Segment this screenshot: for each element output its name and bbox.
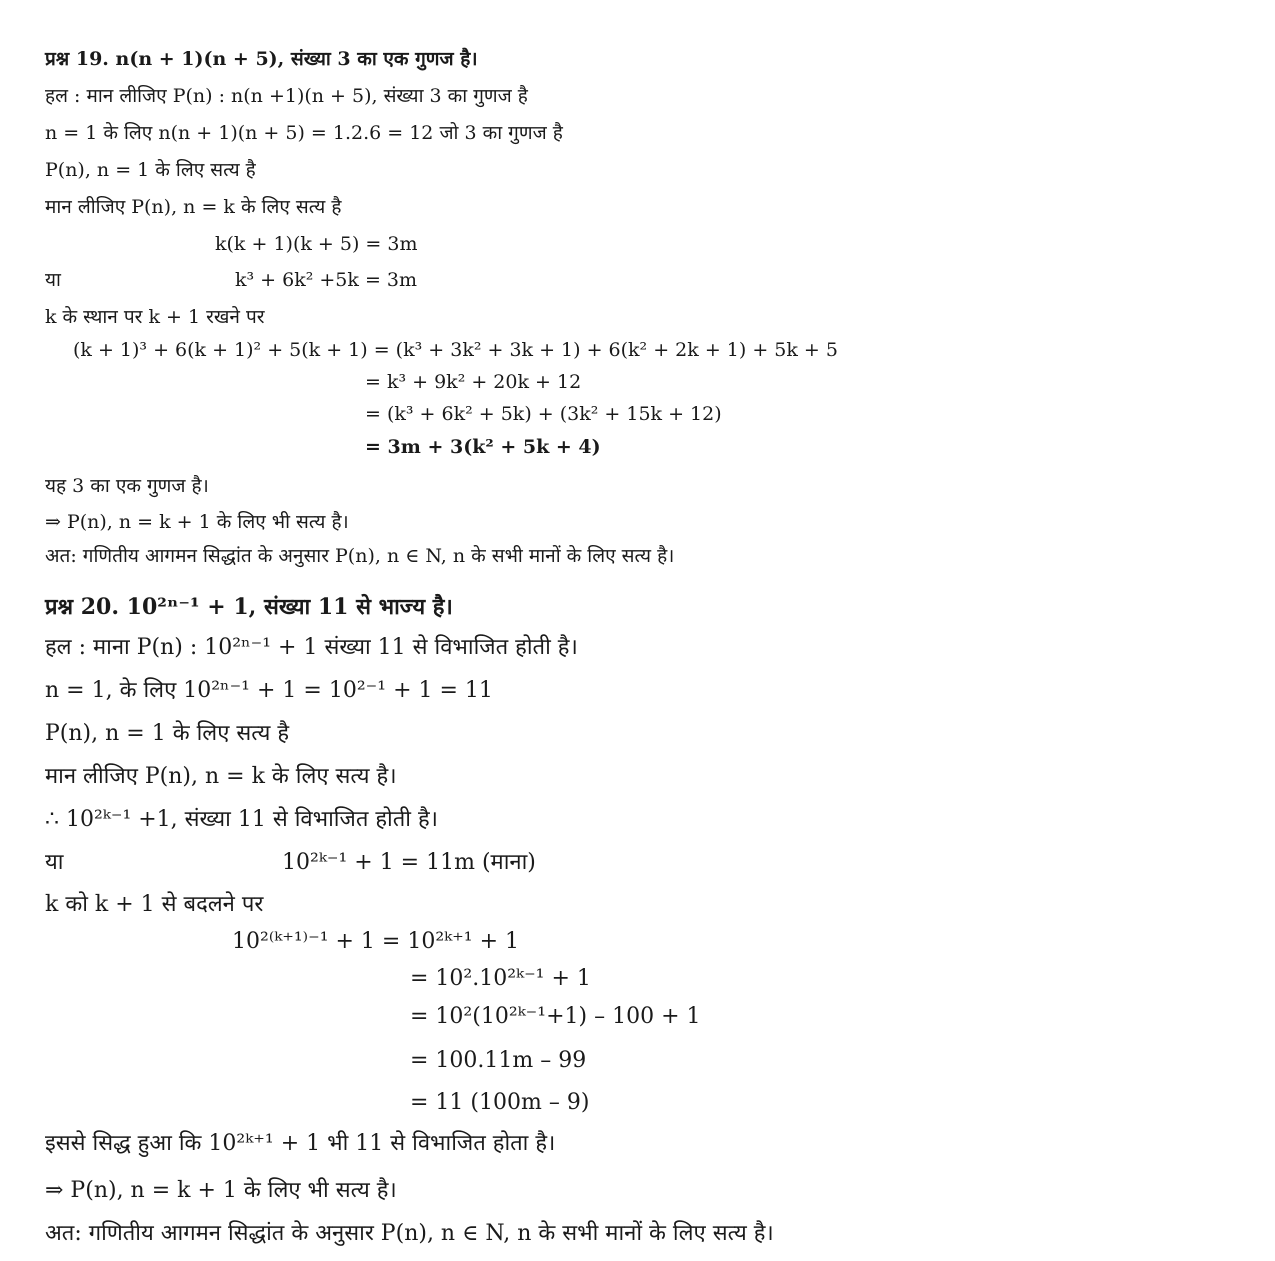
q20-hypothesis-eq: 10²ᵏ⁻¹ + 1 = 11m (माना) bbox=[282, 850, 536, 875]
q20-proved: इससे सिद्ध हुआ कि 10²ᵏ⁺¹ + 1 भी 11 से विभाजित होता है। bbox=[45, 1131, 556, 1156]
q20-eq-step-5: = 11 (100m – 9) bbox=[410, 1090, 590, 1115]
q20-base-true: P(n), n = 1 के लिए सत्य है bbox=[45, 721, 290, 746]
q20-heading: प्रश्न 20. 10²ⁿ⁻¹ + 1, संख्या 11 से भाज्य है। bbox=[45, 594, 453, 620]
q20-replace-step: k को k + 1 से बदलने पर bbox=[45, 892, 264, 917]
q19-eq-step-3: = (k³ + 6k² + 5k) + (3k² + 15k + 12) bbox=[365, 403, 722, 425]
q20-divisible-note: ∴ 10²ᵏ⁻¹ +1, संख्या 11 से विभाजित होती है। bbox=[45, 807, 438, 832]
q19-assume: मान लीजिए P(n), n = k के लिए सत्य है bbox=[45, 196, 342, 218]
q19-base-case: n = 1 के लिए n(n + 1)(n + 5) = 1.2.6 = 12 जो 3 का गुणज है bbox=[45, 122, 563, 144]
q19-multiple-note: यह 3 का एक गुणज है। bbox=[45, 475, 209, 497]
q20-eq-step-4: = 100.11m – 99 bbox=[410, 1048, 587, 1073]
q20-implies: ⇒ P(n), n = k + 1 के लिए भी सत्य है। bbox=[45, 1178, 397, 1203]
q19-implies: ⇒ P(n), n = k + 1 के लिए भी सत्य है। bbox=[45, 511, 349, 533]
q20-eq-step-1: 10²⁽ᵏ⁺¹⁾⁻¹ + 1 = 10²ᵏ⁺¹ + 1 bbox=[232, 929, 520, 954]
q19-or-label: या bbox=[45, 269, 61, 291]
q19-eq-step-2: = k³ + 9k² + 20k + 12 bbox=[365, 371, 582, 393]
q19-solution-intro: हल : मान लीजिए P(n) : n(n +1)(n + 5), संख्या 3 का गुणज है bbox=[45, 85, 528, 107]
q19-conclusion: अत: गणितीय आगमन सिद्धांत के अनुसार P(n), n ∈ N, n के सभी मानों के लिए सत्य है। bbox=[45, 545, 675, 567]
q19-heading: प्रश्न 19. n(n + 1)(n + 5), संख्या 3 का एक गुणज है। bbox=[45, 48, 478, 70]
q20-eq-step-2: = 10².10²ᵏ⁻¹ + 1 bbox=[410, 966, 591, 991]
q19-base-true: P(n), n = 1 के लिए सत्य है bbox=[45, 159, 256, 181]
q19-hypothesis-eq: k(k + 1)(k + 5) = 3m bbox=[215, 233, 418, 255]
q20-eq-step-3: = 10²(10²ᵏ⁻¹+1) – 100 + 1 bbox=[410, 1004, 701, 1029]
q19-replace-step: k के स्थान पर k + 1 रखने पर bbox=[45, 306, 265, 328]
q20-or-label: या bbox=[45, 850, 64, 875]
q20-solution-intro: हल : माना P(n) : 10²ⁿ⁻¹ + 1 संख्या 11 से विभाजित होती है। bbox=[45, 635, 578, 660]
q20-assume: मान लीजिए P(n), n = k के लिए सत्य है। bbox=[45, 764, 397, 789]
q19-expansion-eq: (k + 1)³ + 6(k + 1)² + 5(k + 1) = (k³ + 3k² + 3k + 1) + 6(k² + 2k + 1) + 5k + 5 bbox=[73, 339, 838, 361]
q19-eq-step-4: = 3m + 3(k² + 5k + 4) bbox=[365, 436, 601, 458]
q19-hypothesis-expanded: k³ + 6k² +5k = 3m bbox=[235, 269, 418, 291]
q20-base-case: n = 1, के लिए 10²ⁿ⁻¹ + 1 = 10²⁻¹ + 1 = 11 bbox=[45, 678, 493, 703]
q20-conclusion: अत: गणितीय आगमन सिद्धांत के अनुसार P(n), n ∈ N, n के सभी मानों के लिए सत्य है। bbox=[45, 1221, 774, 1246]
